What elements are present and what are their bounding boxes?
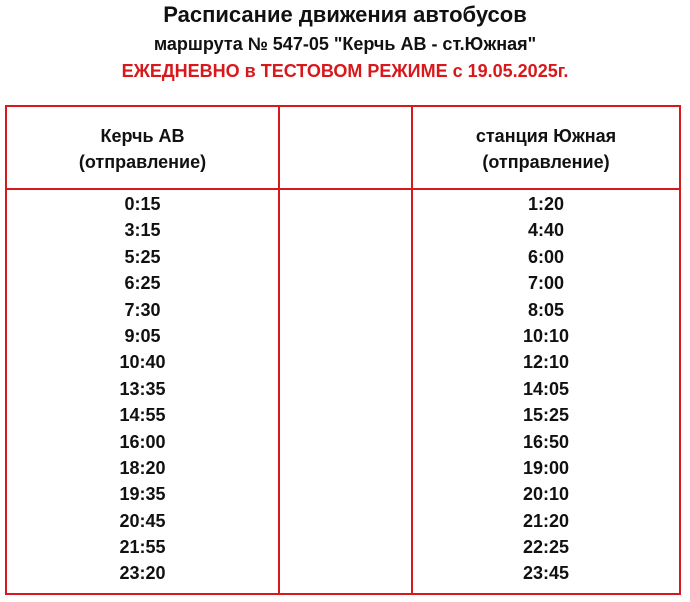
schedule-table	[5, 105, 681, 595]
kerch-departure-time: 0:15	[124, 194, 161, 214]
departure-times-kerch	[7, 191, 278, 587]
kerch-departure-time: 20:45	[119, 510, 166, 531]
column-divider-left	[278, 107, 280, 593]
route-subtitle: маршрута № 547-05 "Керчь АВ - ст.Южная"	[153, 34, 537, 54]
test-mode-notice: ЕЖЕДНЕВНО в ТЕСТОВОМ РЕЖИМЕ с 19.05.2025г.	[121, 61, 569, 81]
kerch-departure-time: 6:25	[124, 273, 161, 294]
kerch-departure-time: 3:15	[124, 220, 161, 241]
column-header-yuzhnaya-name: станция Южная	[475, 126, 617, 146]
column-header-kerch	[7, 123, 278, 175]
yuzhnaya-departure-time: 16:50	[522, 431, 570, 452]
yuzhnaya-departure-time: 15:25	[522, 405, 570, 426]
yuzhnaya-departure-time: 10:10	[522, 325, 570, 346]
column-header-kerch-name: Керчь АВ	[100, 126, 185, 146]
yuzhnaya-departure-time: 4:40	[527, 220, 565, 241]
yuzhnaya-departure-time: 6:00	[527, 246, 565, 267]
yuzhnaya-departure-time: 12:10	[522, 352, 570, 373]
yuzhnaya-departure-time: 7:00	[527, 273, 565, 294]
kerch-departure-time: 16:00	[119, 431, 166, 452]
kerch-departure-time: 10:40	[119, 352, 166, 373]
yuzhnaya-departure-time: 19:00	[522, 457, 570, 478]
kerch-departure-time: 23:20	[119, 563, 166, 584]
column-header-yuzhnaya	[413, 123, 679, 175]
kerch-departure-time: 13:35	[119, 378, 166, 399]
departure-times-yuzhnaya	[413, 191, 679, 587]
yuzhnaya-departure-time: 8:05	[527, 299, 565, 320]
kerch-departure-time: 14:55	[119, 405, 166, 426]
kerch-departure-time: 5:25	[124, 246, 161, 267]
yuzhnaya-departure-time: 23:45	[522, 563, 570, 584]
yuzhnaya-departure-time: 20:10	[522, 484, 570, 505]
kerch-departure-time: 18:20	[119, 457, 166, 478]
yuzhnaya-departure-time: 1:20	[527, 194, 565, 214]
kerch-departure-time: 19:35	[119, 484, 166, 505]
yuzhnaya-departure-time: 21:20	[522, 510, 570, 531]
header-divider	[7, 188, 679, 190]
yuzhnaya-departure-time: 22:25	[522, 537, 570, 558]
kerch-departure-time: 7:30	[124, 299, 161, 320]
yuzhnaya-departure-time: 14:05	[522, 378, 570, 399]
kerch-departure-time: 9:05	[124, 325, 161, 346]
column-header-kerch-sub: (отправление)	[78, 152, 207, 172]
column-header-yuzhnaya-sub: (отправление)	[482, 152, 610, 172]
page-title: Расписание движения автобусов	[163, 2, 527, 27]
kerch-departure-time: 21:55	[119, 537, 166, 558]
